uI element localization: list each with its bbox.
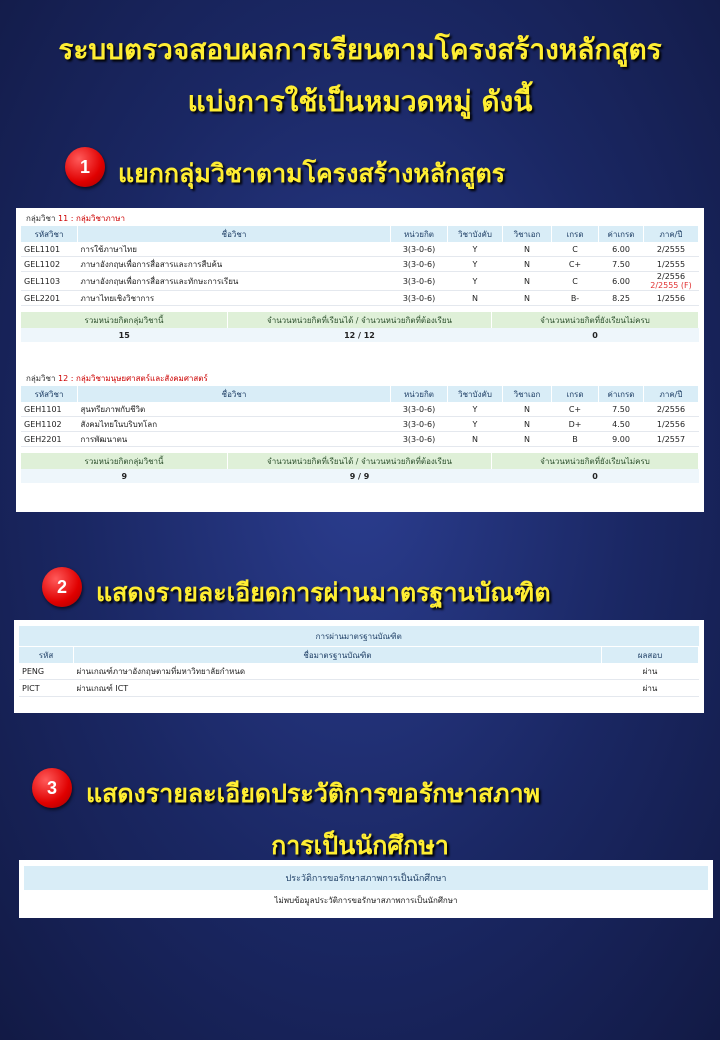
summary-total-value: 15 xyxy=(21,328,228,342)
course-term xyxy=(644,257,699,272)
table-row xyxy=(21,402,699,417)
col-major: วิชาเอก xyxy=(503,386,552,402)
standards-col-code: รหัส xyxy=(19,647,74,664)
course-term xyxy=(644,432,699,447)
standards-col-name: ชื่อมาตรฐานบัณฑิต xyxy=(74,647,602,664)
course-code: GEH2201 xyxy=(21,432,78,447)
col-term: ภาค/ปี xyxy=(644,226,699,242)
course-table xyxy=(21,226,699,306)
standard-name: ผ่านเกณฑ์ภาษาอังกฤษตามที่มหาวิทยาลัยกำหนด xyxy=(74,663,602,680)
table-row xyxy=(21,272,699,291)
status-history-panel xyxy=(19,860,713,918)
col-credit: หน่วยกิต xyxy=(391,226,448,242)
course-code: GEL1103 xyxy=(21,272,78,291)
group-summary-table xyxy=(21,453,699,483)
course-name: ภาษาอังกฤษเพื่อการสื่อสารและการสืบค้น xyxy=(78,257,391,272)
standards-title: การผ่านมาตรฐานบัณฑิต xyxy=(19,626,699,647)
section-2-heading: แสดงรายละเอียดการผ่านมาตรฐานบัณฑิต xyxy=(96,578,551,607)
col-required: วิชาบังคับ xyxy=(448,386,503,402)
course-term-value: 1/2557 xyxy=(656,434,686,444)
table-row xyxy=(21,432,699,447)
course-name: สุนทรียภาพกับชีวิต xyxy=(78,402,391,417)
course-grade-point: 7.50 xyxy=(599,402,644,417)
standards-table xyxy=(19,626,699,697)
group-code: 11 xyxy=(57,214,69,223)
course-code: GEL1102 xyxy=(21,257,78,272)
group-separator: : xyxy=(70,374,74,383)
group-name: กลุ่มวิชาภาษา xyxy=(75,214,125,223)
col-grade: เกรด xyxy=(552,386,599,402)
group-separator: : xyxy=(70,214,74,223)
course-major: N xyxy=(503,257,552,272)
course-grade: C+ xyxy=(552,402,599,417)
summary-earned-label: จำนวนหน่วยกิตที่เรียนได้ / จำนวนหน่วยกิตที่ต้องเรียน xyxy=(228,453,492,469)
course-code: GEL2201 xyxy=(21,291,78,306)
course-required: Y xyxy=(448,417,503,432)
course-required: Y xyxy=(448,257,503,272)
status-history-table xyxy=(24,866,708,910)
table-row xyxy=(21,291,699,306)
col-grade: เกรด xyxy=(552,226,599,242)
course-credit: 3(3-0-6) xyxy=(391,432,448,447)
course-required: Y xyxy=(448,402,503,417)
course-term xyxy=(644,417,699,432)
course-grade-point: 4.50 xyxy=(599,417,644,432)
status-history-empty-message: ไม่พบข้อมูลประวัติการขอรักษาสภาพการเป็นนักศึกษา xyxy=(274,895,458,905)
summary-missing-value: 0 xyxy=(492,328,699,342)
course-credit: 3(3-0-6) xyxy=(391,291,448,306)
course-term xyxy=(644,272,699,291)
course-term-note: 2/2555 (F) xyxy=(650,281,692,290)
col-credit: หน่วยกิต xyxy=(391,386,448,402)
col-grade-point: ค่าเกรด xyxy=(599,386,644,402)
section-1-badge: 1 xyxy=(65,147,105,187)
section-2-badge: 2 xyxy=(42,567,82,607)
course-group xyxy=(16,368,704,483)
course-grade: C xyxy=(552,242,599,257)
summary-total-value: 9 xyxy=(21,469,228,483)
course-term xyxy=(644,242,699,257)
status-history-title: ประวัติการขอรักษาสภาพการเป็นนักศึกษา xyxy=(24,866,708,890)
page-title-line2: แบ่งการใช้เป็นหมวดหมู่ ดังนี้ xyxy=(187,85,533,118)
group-title xyxy=(16,368,704,386)
course-code: GEL1101 xyxy=(21,242,78,257)
col-major: วิชาเอก xyxy=(503,226,552,242)
course-grade: B- xyxy=(552,291,599,306)
col-course-code: รหัสวิชา xyxy=(21,226,78,242)
course-name: การใช้ภาษาไทย xyxy=(78,242,391,257)
group-summary-table xyxy=(21,312,699,342)
course-credit: 3(3-0-6) xyxy=(391,242,448,257)
course-required: N xyxy=(448,432,503,447)
summary-missing-value: 0 xyxy=(492,469,699,483)
course-grade-point: 7.50 xyxy=(599,257,644,272)
col-grade-point: ค่าเกรด xyxy=(599,226,644,242)
standard-code: PICT xyxy=(19,680,74,697)
standard-code: PENG xyxy=(19,663,74,680)
course-term-value: 2/2556 xyxy=(656,404,686,414)
course-major: N xyxy=(503,242,552,257)
course-term xyxy=(644,291,699,306)
summary-earned-value: 12 / 12 xyxy=(228,328,492,342)
group-label: กลุ่มวิชา xyxy=(26,214,56,223)
course-structure-panel xyxy=(16,208,704,512)
col-required: วิชาบังคับ xyxy=(448,226,503,242)
course-grade-point: 8.25 xyxy=(599,291,644,306)
course-major: N xyxy=(503,272,552,291)
table-row xyxy=(19,663,699,680)
course-major: N xyxy=(503,432,552,447)
course-grade-point: 6.00 xyxy=(599,272,644,291)
table-row xyxy=(21,257,699,272)
table-row xyxy=(21,417,699,432)
col-term: ภาค/ปี xyxy=(644,386,699,402)
course-grade-point: 6.00 xyxy=(599,242,644,257)
course-major: N xyxy=(503,402,552,417)
standard-result: ผ่าน xyxy=(602,680,699,697)
course-grade: C+ xyxy=(552,257,599,272)
course-code: GEH1102 xyxy=(21,417,78,432)
table-row xyxy=(19,680,699,697)
course-required: Y xyxy=(448,242,503,257)
course-grade-point: 9.00 xyxy=(599,432,644,447)
summary-earned-label: จำนวนหน่วยกิตที่เรียนได้ / จำนวนหน่วยกิตที่ต้องเรียน xyxy=(228,312,492,328)
course-term-value: 2/2556 xyxy=(656,272,686,281)
summary-earned-value: 9 / 9 xyxy=(228,469,492,483)
section-3-heading-line2: การเป็นนักศึกษา xyxy=(271,831,449,860)
course-credit: 3(3-0-6) xyxy=(391,272,448,291)
page-title-line1: ระบบตรวจสอบผลการเรียนตามโครงสร้างหลักสูตร xyxy=(58,33,662,66)
course-term-value: 1/2555 xyxy=(656,259,686,269)
standard-name: ผ่านเกณฑ์ ICT xyxy=(74,680,602,697)
course-required: N xyxy=(448,291,503,306)
course-name: ภาษาไทยเชิงวิชาการ xyxy=(78,291,391,306)
group-name: กลุ่มวิชามนุษยศาสตร์และสังคมศาสตร์ xyxy=(75,374,208,383)
summary-total-label: รวมหน่วยกิตกลุ่มวิชานี้ xyxy=(21,312,228,328)
course-grade: C xyxy=(552,272,599,291)
course-required: Y xyxy=(448,272,503,291)
summary-total-label: รวมหน่วยกิตกลุ่มวิชานี้ xyxy=(21,453,228,469)
course-group xyxy=(16,208,704,342)
col-course-name: ชื่อวิชา xyxy=(78,386,391,402)
course-credit: 3(3-0-6) xyxy=(391,257,448,272)
course-term xyxy=(644,402,699,417)
section-3-badge: 3 xyxy=(32,768,72,808)
course-table xyxy=(21,386,699,447)
section-1-heading: แยกกลุ่มวิชาตามโครงสร้างหลักสูตร xyxy=(118,159,506,188)
col-course-name: ชื่อวิชา xyxy=(78,226,391,242)
course-major: N xyxy=(503,291,552,306)
course-term-value: 2/2555 xyxy=(656,244,686,254)
course-grade: D+ xyxy=(552,417,599,432)
course-credit: 3(3-0-6) xyxy=(391,402,448,417)
standards-col-result: ผลสอบ xyxy=(602,647,699,664)
table-row xyxy=(21,242,699,257)
graduate-standards-panel xyxy=(14,620,704,713)
course-name: การพัฒนาตน xyxy=(78,432,391,447)
course-credit: 3(3-0-6) xyxy=(391,417,448,432)
course-name: ภาษาอังกฤษเพื่อการสื่อสารและทักษะการเรียน xyxy=(78,272,391,291)
group-label: กลุ่มวิชา xyxy=(26,374,56,383)
course-code: GEH1101 xyxy=(21,402,78,417)
course-term-value: 1/2556 xyxy=(656,293,686,303)
summary-missing-label: จำนวนหน่วยกิตที่ยังเรียนไม่ครบ xyxy=(492,453,699,469)
section-3-heading-line1: แสดงรายละเอียดประวัติการขอรักษาสภาพ xyxy=(86,779,541,808)
standard-result: ผ่าน xyxy=(602,663,699,680)
group-title xyxy=(16,208,704,226)
course-grade: B xyxy=(552,432,599,447)
course-term-value: 1/2556 xyxy=(656,419,686,429)
course-major: N xyxy=(503,417,552,432)
summary-missing-label: จำนวนหน่วยกิตที่ยังเรียนไม่ครบ xyxy=(492,312,699,328)
course-name: สังคมไทยในบริบทโลก xyxy=(78,417,391,432)
group-code: 12 xyxy=(57,374,69,383)
col-course-code: รหัสวิชา xyxy=(21,386,78,402)
